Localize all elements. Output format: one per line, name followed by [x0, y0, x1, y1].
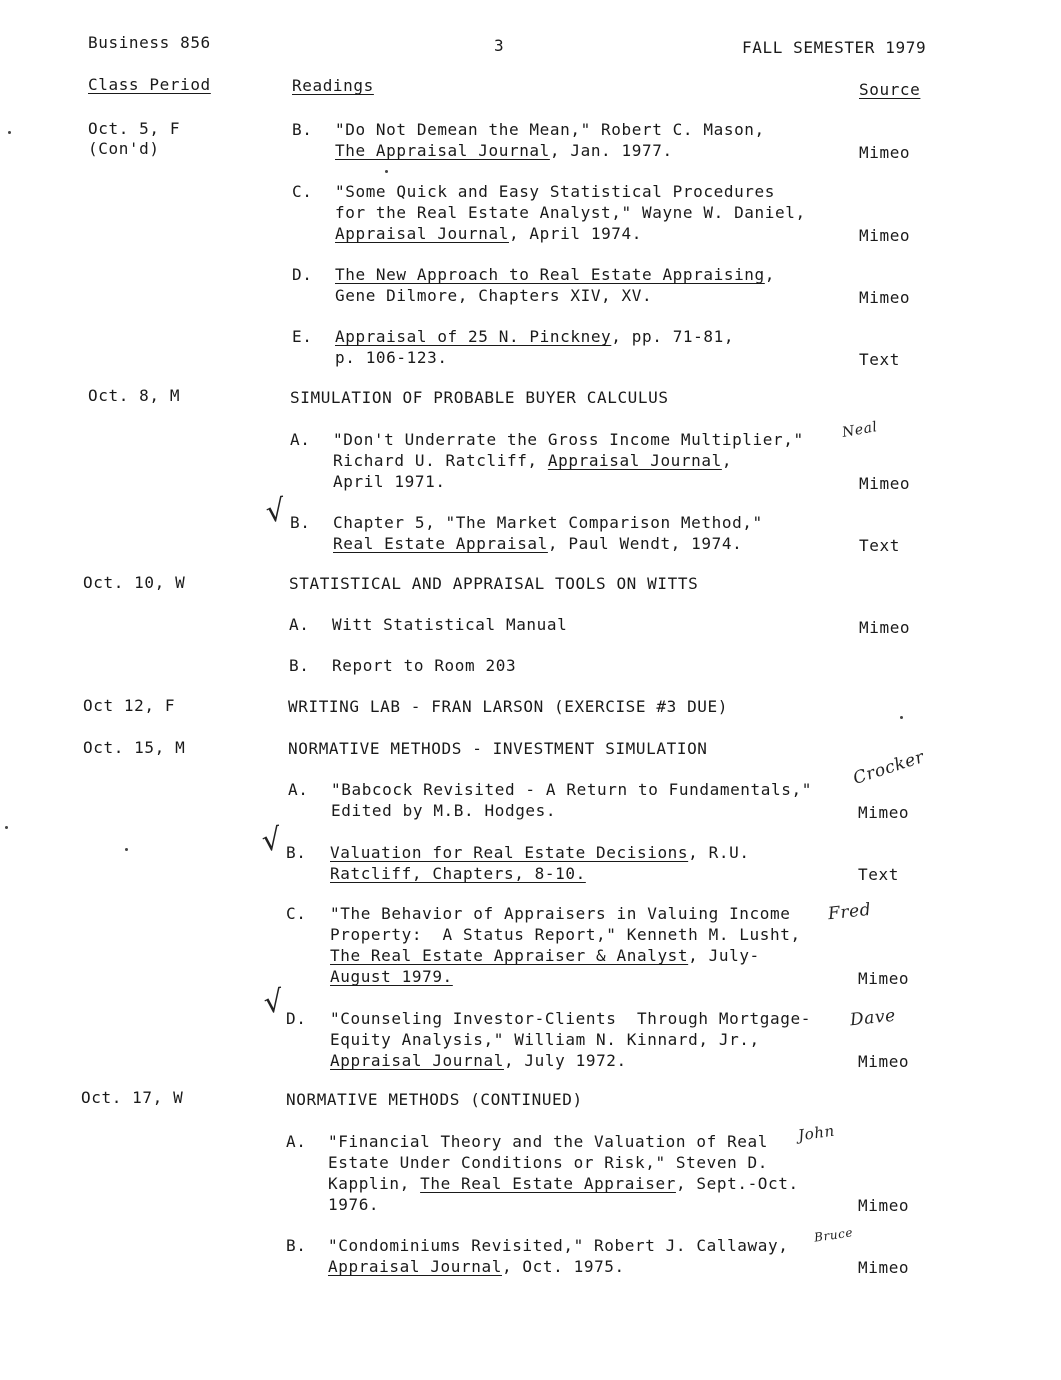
- reading-line: Gene Dilmore, Chapters XIV, XV.: [335, 286, 653, 305]
- reading-line: April 1971.: [333, 472, 446, 491]
- reading-line: for the Real Estate Analyst," Wayne W. Daniel,: [335, 203, 806, 222]
- section-title: NORMATIVE METHODS - INVESTMENT SIMULATION: [288, 739, 708, 758]
- reading-source: Text: [858, 865, 899, 884]
- handwritten-name: Bruce: [813, 1225, 854, 1245]
- reading-line: "The Behavior of Appraisers in Valuing Income: [330, 904, 791, 923]
- reading-letter: A.: [288, 780, 309, 799]
- scan-speck: [5, 826, 8, 829]
- scan-speck: [8, 131, 11, 134]
- scan-speck: [125, 848, 128, 851]
- reading-line: Valuation for Real Estate Decisions, R.U.: [330, 843, 750, 862]
- reading-source: Mimeo: [859, 474, 911, 493]
- reading-line: "Don't Underrate the Gross Income Multiplier,": [333, 430, 804, 449]
- term-label: FALL SEMESTER 1979: [742, 38, 927, 57]
- reading-letter: C.: [286, 904, 307, 923]
- reading-letter: A.: [286, 1132, 307, 1151]
- reading-line: Property: A Status Report," Kenneth M. Lusht,: [330, 925, 801, 944]
- check-mark-icon: √: [261, 983, 286, 1022]
- reading-letter: B.: [286, 843, 307, 862]
- reading-source: Mimeo: [858, 1196, 910, 1215]
- reading-letter: D.: [286, 1009, 307, 1028]
- reading-letter: B.: [289, 656, 310, 675]
- reading-letter: A.: [290, 430, 311, 449]
- reading-line: Real Estate Appraisal, Paul Wendt, 1974.: [333, 534, 743, 553]
- reading-line: Kapplin, The Real Estate Appraiser, Sept.-Oct.: [328, 1174, 799, 1193]
- reading-source: Mimeo: [858, 1258, 910, 1277]
- reading-letter: E.: [292, 327, 313, 346]
- reading-line: 1976.: [328, 1195, 380, 1214]
- reading-source: Mimeo: [858, 803, 910, 822]
- column-header-class-period: Class Period: [88, 75, 211, 94]
- section-title: STATISTICAL AND APPRAISAL TOOLS ON WITTS: [289, 574, 699, 593]
- section-title: WRITING LAB - FRAN LARSON (EXERCISE #3 DUE): [288, 697, 729, 716]
- reading-line: Chapter 5, "The Market Comparison Method,": [333, 513, 763, 532]
- reading-line: Appraisal of 25 N. Pinckney, pp. 71-81,: [335, 327, 735, 346]
- reading-source: Mimeo: [859, 226, 911, 245]
- reading-line: Report to Room 203: [332, 656, 517, 675]
- reading-letter: B.: [290, 513, 311, 532]
- reading-line: Edited by M.B. Hodges.: [331, 801, 557, 820]
- course-title: Business 856: [88, 33, 211, 52]
- reading-source: Mimeo: [858, 969, 910, 988]
- reading-line: "Financial Theory and the Valuation of Real: [328, 1132, 769, 1151]
- reading-source: Mimeo: [859, 143, 911, 162]
- period-label: (Con'd): [88, 139, 160, 158]
- handwritten-name: John: [796, 1121, 836, 1145]
- scan-speck: [385, 170, 388, 173]
- reading-source: Text: [859, 536, 900, 555]
- reading-line: Richard U. Ratcliff, Appraisal Journal,: [333, 451, 733, 470]
- reading-line: "Some Quick and Easy Statistical Procedures: [335, 182, 776, 201]
- reading-letter: C.: [292, 182, 313, 201]
- handwritten-name: Dave: [849, 1005, 897, 1031]
- reading-line: "Babcock Revisited - A Return to Fundamentals,": [331, 780, 812, 799]
- column-header-source: Source: [859, 80, 921, 99]
- reading-line: p. 106-123.: [335, 348, 448, 367]
- reading-letter: A.: [289, 615, 310, 634]
- reading-line: Witt Statistical Manual: [332, 615, 568, 634]
- reading-letter: B.: [292, 120, 313, 139]
- handwritten-name: Neal: [840, 419, 879, 441]
- section-title: NORMATIVE METHODS (CONTINUED): [286, 1090, 583, 1109]
- reading-line: Appraisal Journal, July 1972.: [330, 1051, 627, 1070]
- reading-source: Text: [859, 350, 900, 369]
- reading-source: Mimeo: [858, 1052, 910, 1071]
- period-label: Oct. 15, M: [83, 738, 186, 757]
- reading-line: Appraisal Journal, Oct. 1975.: [328, 1257, 625, 1276]
- handwritten-name: Fred: [827, 899, 873, 925]
- reading-line: "Counseling Investor-Clients Through Mortgage-: [330, 1009, 811, 1028]
- check-mark-icon: √: [263, 492, 288, 531]
- page-number: 3: [494, 36, 505, 55]
- reading-source: Mimeo: [859, 618, 911, 637]
- reading-line: Ratcliff, Chapters, 8-10.: [330, 864, 586, 883]
- reading-line: "Condominiums Revisited," Robert J. Callaway,: [328, 1236, 789, 1255]
- period-label: Oct. 5, F: [88, 119, 181, 138]
- check-mark-icon: √: [259, 821, 284, 860]
- reading-letter: B.: [286, 1236, 307, 1255]
- reading-line: The New Approach to Real Estate Appraising,: [335, 265, 776, 284]
- period-label: Oct 12, F: [83, 696, 176, 715]
- reading-line: Equity Analysis," William N. Kinnard, Jr.,: [330, 1030, 760, 1049]
- reading-line: Appraisal Journal, April 1974.: [335, 224, 642, 243]
- handwritten-name: Crocker: [850, 747, 927, 789]
- reading-line: August 1979.: [330, 967, 453, 986]
- column-header-readings: Readings: [292, 76, 374, 95]
- reading-line: The Real Estate Appraiser & Analyst, July-: [330, 946, 760, 965]
- period-label: Oct. 8, M: [88, 386, 181, 405]
- reading-line: "Do Not Demean the Mean," Robert C. Mason,: [335, 120, 765, 139]
- reading-line: Estate Under Conditions or Risk," Steven D.: [328, 1153, 769, 1172]
- reading-source: Mimeo: [859, 288, 911, 307]
- section-title: SIMULATION OF PROBABLE BUYER CALCULUS: [290, 388, 669, 407]
- reading-line: The Appraisal Journal, Jan. 1977.: [335, 141, 673, 160]
- scan-speck: [900, 716, 903, 719]
- reading-letter: D.: [292, 265, 313, 284]
- period-label: Oct. 10, W: [83, 573, 186, 592]
- period-label: Oct. 17, W: [81, 1088, 184, 1107]
